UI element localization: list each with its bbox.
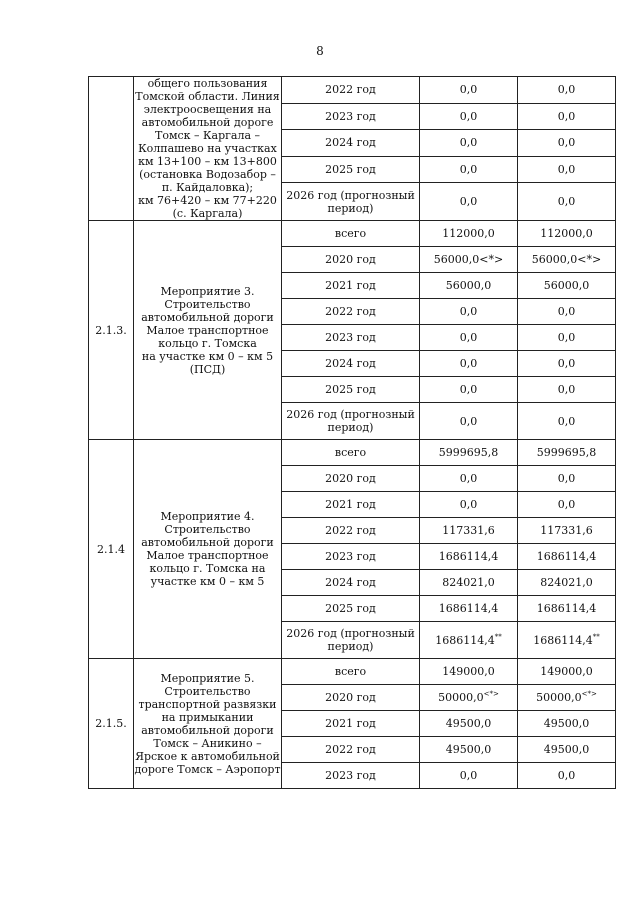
period-cell: 2021 год [282, 711, 420, 737]
amount-total-cell [420, 77, 518, 104]
measure-name-line: электроосвещения на [143, 103, 272, 116]
amount-value: 0,0 [557, 136, 576, 150]
amount-budget-cell [518, 325, 616, 351]
measure-number: 2.1.3. [89, 221, 134, 440]
period-cell: 2022 год [282, 299, 420, 325]
amount-total-cell [420, 570, 518, 596]
footnote-mark: ** [494, 632, 502, 641]
amount-value: 117331,6 [442, 524, 495, 537]
table-row [89, 440, 616, 466]
amount-value: 0,0 [557, 769, 576, 782]
measure-name-line: Мероприятие 4. [160, 510, 255, 523]
amount-total-cell [420, 659, 518, 685]
amount-value: 0,0 [557, 195, 576, 209]
amount-value: 0,0 [557, 498, 576, 511]
amount-value: 1686114,4 [438, 550, 499, 563]
program-table [88, 76, 616, 789]
measure-name-line: кольцо г. Томска [158, 336, 257, 350]
amount-value: 1686114,4 [536, 550, 597, 563]
amount-budget-cell [518, 711, 616, 737]
measure-name-line: Томск – Аникино – [153, 736, 262, 750]
table-row [89, 659, 616, 685]
measure-name-line: км 76+420 – км 77+220 [138, 194, 277, 207]
amount-budget-cell [518, 351, 616, 377]
period-cell: 2022 год [282, 77, 420, 104]
amount-value: 0,0 [557, 414, 576, 428]
amount-value: 0,0 [557, 472, 576, 485]
measure-name-line: Строительство [164, 297, 251, 311]
amount-value: 0,0 [459, 109, 478, 123]
amount-budget-cell [518, 570, 616, 596]
amount-budget-cell [518, 403, 616, 440]
amount-value: 0,0 [557, 383, 576, 396]
footnote-mark: ** [592, 632, 600, 641]
amount-total-cell [420, 351, 518, 377]
amount-value: 1686114,4 [533, 633, 593, 647]
measure-name-line: автомобильной дороги [141, 310, 274, 324]
amount-total-cell [420, 492, 518, 518]
period-cell: 2023 год [282, 103, 420, 130]
measure-name-line: на участке км 0 – км 5 [141, 349, 274, 363]
measure-name-line: Томск – Каргала – [154, 129, 261, 142]
period-cell: всего [282, 440, 420, 466]
amount-budget-cell [518, 77, 616, 104]
measure-name-line: дороге Томск – Аэропорт [134, 762, 281, 776]
measure-number: 2.1.5. [89, 659, 134, 789]
amount-value: 5999695,8 [536, 446, 597, 459]
measure-name-line: Колпашево на участках [138, 142, 277, 155]
measure-name-line: Строительство [164, 684, 251, 698]
page-number: 8 [316, 44, 324, 58]
amount-total-cell [420, 763, 518, 789]
amount-budget-cell [518, 377, 616, 403]
amount-total-cell [420, 156, 518, 183]
table-row [89, 77, 616, 104]
amount-value: 0,0 [557, 109, 576, 123]
amount-total-cell [420, 622, 518, 659]
amount-total-cell [420, 183, 518, 221]
measure-name-line: Строительство [164, 523, 251, 536]
amount-value: 0,0 [459, 83, 478, 97]
amount-total-cell [420, 273, 518, 299]
amount-value: 0,0 [557, 305, 576, 318]
amount-value: 0,0 [459, 414, 478, 428]
amount-budget-cell [518, 659, 616, 685]
period-cell: 2026 год (прогнозный период) [282, 403, 420, 440]
period-cell: 2025 год [282, 156, 420, 183]
measure-name-line: автомобильной дороги [141, 536, 274, 549]
table-row [89, 221, 616, 247]
amount-total-cell [420, 711, 518, 737]
period-cell: 2022 год [282, 737, 420, 763]
amount-total-cell [420, 247, 518, 273]
amount-value: 824021,0 [442, 576, 495, 589]
amount-budget-cell [518, 130, 616, 157]
measure-name-line: автомобильной дороге [141, 116, 274, 129]
amount-total-cell [420, 737, 518, 763]
amount-value: 149000,0 [442, 665, 495, 678]
amount-value: 0,0 [459, 305, 478, 318]
measure-name-line: км 13+100 – км 13+800 [138, 155, 277, 168]
amount-total-cell [420, 377, 518, 403]
amount-total-cell [420, 596, 518, 622]
measure-name-line: Томской области. Линия [135, 90, 280, 103]
measure-name [134, 440, 282, 659]
amount-budget-cell [518, 247, 616, 273]
amount-value: 117331,6 [540, 524, 593, 537]
amount-value: 56000,0 [543, 279, 590, 292]
amount-total-cell [420, 130, 518, 157]
amount-value: 149000,0 [540, 665, 593, 678]
amount-value: 49500,0 [445, 717, 492, 730]
amount-budget-cell [518, 685, 616, 711]
measure-number: 2.1.4 [89, 440, 134, 659]
amount-value: 0,0 [459, 383, 478, 396]
measure-name-line: Малое транспортное [146, 323, 269, 337]
amount-value: 0,0 [459, 195, 478, 209]
amount-value: 0,0 [459, 472, 478, 485]
amount-total-cell [420, 299, 518, 325]
amount-value: 0,0 [459, 162, 478, 176]
period-cell: 2026 год (прогнозный период) [282, 183, 420, 221]
amount-value: 5999695,8 [438, 446, 499, 459]
measure-name-line: Ярское к автомобильной [135, 749, 280, 763]
period-cell: 2024 год [282, 570, 420, 596]
amount-budget-cell [518, 273, 616, 299]
amount-total-cell [420, 685, 518, 711]
amount-value: 0,0 [459, 769, 478, 782]
amount-value: 0,0 [459, 498, 478, 511]
amount-budget-cell [518, 103, 616, 130]
measure-name-line: кольцо г. Томска на [149, 562, 266, 575]
period-cell: всего [282, 659, 420, 685]
period-cell: 2022 год [282, 518, 420, 544]
amount-budget-cell [518, 763, 616, 789]
amount-budget-cell [518, 299, 616, 325]
amount-value: 49500,0 [543, 717, 590, 730]
measure-name-line: Мероприятие 5. [160, 671, 255, 685]
amount-value: 0,0 [459, 331, 478, 344]
period-cell: 2024 год [282, 130, 420, 157]
period-cell: всего [282, 221, 420, 247]
amount-value: 50000,0 [536, 691, 582, 704]
measure-name-line: Малое транспортное [146, 549, 269, 562]
amount-budget-cell [518, 518, 616, 544]
measure-name [134, 221, 282, 440]
measure-name [134, 659, 282, 789]
period-cell: 2020 год [282, 247, 420, 273]
amount-value: 0,0 [459, 136, 478, 150]
amount-total-cell [420, 440, 518, 466]
measure-number [89, 77, 134, 221]
amount-total-cell [420, 518, 518, 544]
period-cell: 2021 год [282, 273, 420, 299]
measure-name-line: общего пользования [147, 77, 268, 90]
period-cell: 2021 год [282, 492, 420, 518]
period-cell: 2025 год [282, 596, 420, 622]
period-cell: 2026 год (прогнозный период) [282, 622, 420, 659]
amount-value: 0,0 [557, 162, 576, 176]
period-cell: 2020 год [282, 685, 420, 711]
measure-name-line: (с. Каргала) [172, 207, 243, 220]
period-cell: 2023 год [282, 325, 420, 351]
amount-value: 50000,0 [438, 691, 484, 704]
amount-budget-cell [518, 183, 616, 221]
amount-value: 824021,0 [540, 576, 593, 589]
amount-total-cell [420, 221, 518, 247]
amount-budget-cell [518, 221, 616, 247]
measure-name [134, 77, 282, 221]
amount-value: 0,0 [459, 357, 478, 370]
period-cell: 2023 год [282, 763, 420, 789]
amount-budget-cell [518, 492, 616, 518]
amount-value: 112000,0 [540, 227, 593, 240]
measure-name-line: (ПСД) [189, 362, 226, 376]
amount-budget-cell [518, 440, 616, 466]
amount-value: 56000,0 [445, 279, 492, 292]
measure-name-line: Мероприятие 3. [160, 284, 255, 298]
amount-budget-cell [518, 622, 616, 659]
amount-value: 1686114,4 [438, 602, 499, 615]
measure-name-line: (остановка Водозабор – [139, 168, 276, 181]
amount-value: 0,0 [557, 357, 576, 370]
amount-value: 1686114,4 [435, 633, 495, 647]
footnote-mark: <*> [483, 690, 499, 698]
amount-total-cell [420, 103, 518, 130]
measure-name-line: на примыкании [161, 710, 254, 724]
amount-budget-cell [518, 596, 616, 622]
amount-value: 0,0 [557, 331, 576, 344]
footnote-mark: <*> [581, 690, 597, 698]
measure-name-line: автомобильной дороги [141, 723, 274, 737]
amount-value: 49500,0 [445, 743, 492, 756]
period-cell: 2024 год [282, 351, 420, 377]
measure-name-line: п. Кайдаловка); [161, 181, 254, 194]
period-cell: 2023 год [282, 544, 420, 570]
amount-total-cell [420, 325, 518, 351]
amount-value: 1686114,4 [536, 602, 597, 615]
amount-budget-cell [518, 466, 616, 492]
period-cell: 2025 год [282, 377, 420, 403]
amount-budget-cell [518, 544, 616, 570]
amount-total-cell [420, 466, 518, 492]
measure-name-line: транспортной развязки [138, 697, 277, 711]
amount-value: 112000,0 [442, 227, 495, 240]
amount-value: 49500,0 [543, 743, 590, 756]
amount-total-cell [420, 544, 518, 570]
amount-budget-cell [518, 737, 616, 763]
amount-value: 56000,0<*> [531, 253, 602, 266]
amount-total-cell [420, 403, 518, 440]
period-cell: 2020 год [282, 466, 420, 492]
measure-name-line: участке км 0 – км 5 [150, 575, 265, 588]
amount-budget-cell [518, 156, 616, 183]
program-table-body [89, 77, 616, 789]
amount-value: 0,0 [557, 83, 576, 97]
amount-value: 56000,0<*> [433, 253, 504, 266]
